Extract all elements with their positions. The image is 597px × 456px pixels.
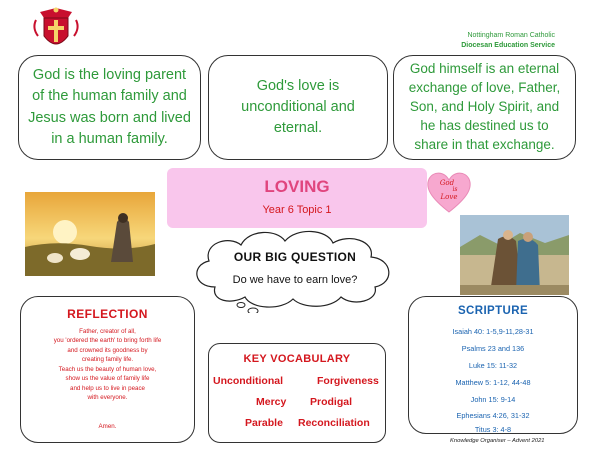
heart-text-2: is	[452, 186, 458, 193]
vocab-word: Prodigal	[310, 396, 353, 408]
reflection-line: and help us to live in peace	[70, 384, 145, 392]
reflection-line: with everyone.	[87, 393, 128, 401]
scripture-ref: Ephesians 4:26, 31-32	[456, 411, 530, 420]
scripture-ref: Matthew 5: 1-12, 44-48	[455, 378, 531, 387]
vocab-word: Forgiveness	[317, 375, 379, 387]
reflection-line: you 'ordered the earth' to bring forth life	[53, 337, 162, 345]
statement-box-1	[18, 55, 201, 160]
footer-caption: Knowledge Organiser – Advent 2021	[450, 438, 545, 444]
big-question-text: Do we have to earn love?	[232, 274, 358, 286]
key-vocabulary-box	[208, 343, 386, 443]
vocab-word: Unconditional	[213, 375, 283, 387]
vocabulary-title: KEY VOCABULARY	[243, 353, 351, 365]
scripture-ref: Psalms 23 and 136	[461, 344, 525, 353]
scripture-box	[408, 296, 578, 434]
scripture-ref: John 15: 9-14	[470, 395, 516, 404]
reflection-prayer	[21, 327, 194, 402]
reflection-title: REFLECTION	[67, 307, 148, 321]
statement-text-1: God is the loving parent of the human family and Jesus was born and lived in a human family.	[28, 67, 191, 147]
heart-text-3: Love	[440, 193, 458, 201]
diocese-name: Nottingham Roman Catholic	[467, 32, 555, 39]
heart-text-1: God	[439, 179, 455, 187]
prodigal-son-image	[460, 215, 569, 295]
topic-panel	[167, 168, 427, 228]
god-is-love-heart-icon	[425, 168, 473, 214]
reflection-line: creating family life.	[81, 356, 134, 364]
big-question-cloud	[185, 225, 405, 313]
reflection-line: show us the value of family life	[65, 375, 150, 383]
diocese-service-name: Diocesan Education Service	[461, 42, 555, 49]
scripture-ref: Luke 15: 11-32	[468, 361, 518, 370]
statement-box-2	[208, 55, 388, 160]
statement-text-3: God himself is an eternal exchange of love, Father, Son, and Holy Spirit, and he has destined us to share in that exchange.	[408, 61, 561, 152]
scripture-ref: Isaiah 40: 1-5,9-11,28-31	[452, 327, 534, 336]
vocab-word: Mercy	[256, 396, 287, 408]
topic-subtitle: Year 6 Topic 1	[262, 204, 332, 216]
scripture-ref: Titus 3: 4-8	[474, 425, 512, 434]
scripture-title: SCRIPTURE	[457, 305, 529, 317]
reflection-box	[20, 296, 195, 443]
shepherd-sunset-image	[25, 192, 155, 276]
vocab-word: Parable	[245, 417, 283, 429]
statement-text-2: God's love is unconditional and eternal.	[241, 77, 355, 136]
vocab-word: Reconciliation	[298, 417, 370, 429]
reflection-amen: Amen.	[98, 423, 117, 430]
reflection-line: Teach us the beauty of human love,	[58, 365, 157, 373]
topic-title: LOVING	[264, 177, 330, 196]
big-question-title: OUR BIG QUESTION	[233, 250, 357, 264]
diocese-crest-logo	[30, 6, 82, 54]
reflection-line: and crowned its goodness by	[67, 346, 148, 354]
statement-box-3	[393, 55, 576, 160]
reflection-line: Father, creator of all,	[79, 328, 136, 335]
